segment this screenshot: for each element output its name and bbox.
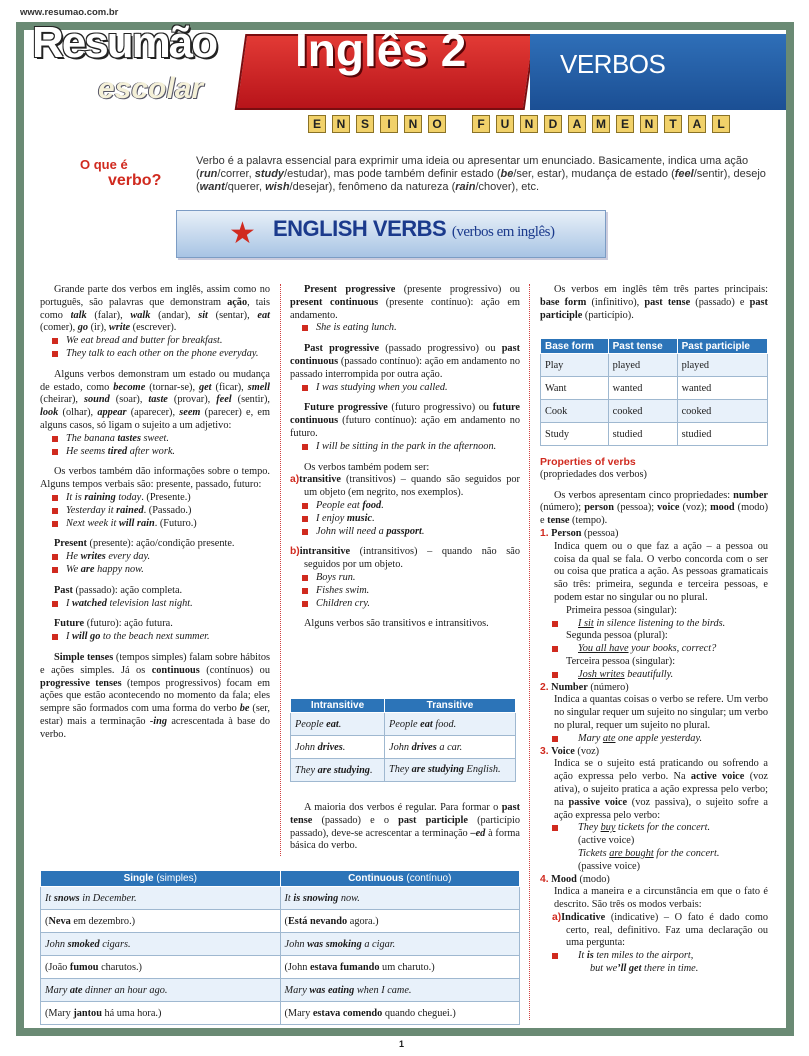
paragraph: Os verbos também podem ser: [304, 461, 430, 473]
page-number: 1 [399, 1039, 405, 1049]
paragraph: Os verbos em inglês têm três partes principais: base form (infinitivo), past tense (passado) e past participle (particípio). [540, 284, 768, 321]
table-row [41, 933, 520, 956]
table-row [41, 956, 520, 979]
what-heading-2: verbo? [108, 172, 162, 189]
column-2 [290, 284, 520, 631]
level-letter: U [496, 115, 514, 133]
paragraph: b)intransitive (intransitivos) – quando não são seguidos por um objeto. [290, 546, 520, 571]
property-person: 1. Person (pessoa) [540, 527, 619, 539]
table-cell: (Está nevando agora.) [280, 910, 520, 933]
table-row [291, 759, 516, 782]
example-item: You all have your books, correct? [540, 643, 768, 656]
properties-heading: Properties of verbs [540, 456, 636, 468]
table-row [541, 354, 768, 377]
example-item: He seems tired after work. [40, 446, 270, 459]
table-cell: Study [541, 423, 609, 446]
paragraph: Past progressive (passado progressivo) ou past continuous (passado contínuo): ação em andamento no passado interrompida por outra ação. [290, 343, 520, 380]
example-item: Boys run. [290, 572, 520, 585]
example-item: I sit in silence listening to the birds. [540, 618, 768, 631]
level-letter: L [712, 115, 730, 133]
level-letter: T [664, 115, 682, 133]
paragraph: Indica a quantas coisas o verbo se refere. Um verbo no singular requer um sujeito no singular; um verbo no plural, requer um sujeito no plural. [554, 694, 768, 731]
example-item: I was studying when you called. [290, 382, 520, 395]
table-cell: Mary was eating when I came. [280, 979, 520, 1002]
paragraph: Present (presente): ação/condição presente. [54, 538, 235, 550]
level-letter: S [356, 115, 374, 133]
column-header: Intransitive [291, 699, 385, 713]
column-1 [40, 284, 270, 742]
property-number: 2. Number (número) [540, 681, 629, 693]
table-cell: played [677, 354, 767, 377]
banner-title: ENGLISH VERBS (verbos em inglês) [273, 216, 555, 241]
table-cell: People eat. [291, 713, 385, 736]
example-item: Josh writes beautifully. [540, 669, 768, 682]
column-header: Single (simples) [41, 871, 281, 887]
example-item: I will go to the beach next summer. [40, 631, 270, 644]
table-cell: John was smoking a cigar. [280, 933, 520, 956]
level-letter: A [688, 115, 706, 133]
table-cell: cooked [608, 400, 677, 423]
table-row [541, 400, 768, 423]
table-row [291, 736, 516, 759]
label: Primeira pessoa (singular): [566, 604, 677, 616]
level-letter: D [544, 115, 562, 133]
paragraph: Alguns verbos são transitivos e intransitivos. [304, 618, 489, 630]
example-item: We are happy now. [40, 564, 270, 577]
table-cell: cooked [677, 400, 767, 423]
what-heading-1: O que é [80, 157, 128, 172]
table-cell: wanted [677, 377, 767, 400]
example-item: People eat food. [290, 500, 520, 513]
table-cell: It is snowing now. [280, 887, 520, 910]
example-item: Children cry. [290, 598, 520, 611]
property-mood: 4. Mood (modo) [540, 873, 610, 885]
table-cell: Cook [541, 400, 609, 423]
banner-subtitle: (verbos em inglês) [451, 224, 555, 240]
paragraph: Past (passado): ação completa. [54, 584, 183, 596]
site-url[interactable]: www.resumao.com.br [20, 7, 119, 18]
tenses-table [40, 870, 520, 1025]
column-header: Continuous (contínuo) [280, 871, 520, 887]
example-item: I watched television last night. [40, 598, 270, 611]
table-cell: (Neva em dezembro.) [41, 910, 281, 933]
example-item: They buy tickets for the concert. [540, 822, 768, 835]
example-item: John will need a passport. [290, 526, 520, 539]
paragraph: a)transitive (transitivos) – quando são seguidos por um objeto (em negrito, nos exemplos). [290, 474, 520, 499]
table-cell: John drives. [291, 736, 385, 759]
star-icon: ★ [229, 217, 256, 250]
level-letter: N [640, 115, 658, 133]
paragraph: Indica a maneira e a circunstância em que o fato é descrito. São três os modos verbais: [554, 886, 768, 911]
example-item: It is raining today. (Presente.) [40, 492, 270, 505]
column-header: Past tense [608, 339, 677, 354]
paragraph: A maioria dos verbos é regular. Para formar o past tense (passado) e o past participle (particípio passado), deve-se acrescentar a terminação –ed à forma básica do verbo. [290, 802, 520, 852]
transitive-table [290, 698, 516, 782]
properties-subheading: (propriedades dos verbos) [540, 468, 647, 480]
table-cell: They are studying English. [385, 759, 516, 782]
table-cell: studied [677, 423, 767, 446]
paragraph: Simple tenses (tempos simples) falam sobre hábitos e ações simples. Já os continuous (contínuos) ou progressive tenses (tempos progressivos) focam em ações que estão acontecendo no momento da fala; eles sempre são formados com uma forma do verbo be (ser, estar) mais a terminação -ing acrescentada à base do verbo. [40, 651, 271, 740]
example-item: We eat bread and butter for breakfast. [40, 335, 270, 348]
level-letter: M [592, 115, 610, 133]
column-divider [280, 284, 281, 856]
paragraph: Present progressive (presente progressivo) ou present continuous (presente contínuo): ação em andamento. [290, 284, 520, 321]
example-note: (active voice) [578, 835, 635, 847]
example-item: It is ten miles to the airport, [540, 950, 768, 963]
level-label [308, 115, 730, 133]
paragraph: Os verbos também dão informações sobre o tempo. Alguns tempos verbais são: presente, passado, futuro: [40, 466, 270, 491]
example-item: He writes every day. [40, 551, 270, 564]
table-cell: (Mary estava comendo quando cheguei.) [280, 1002, 520, 1025]
column-header: Past participle [677, 339, 767, 354]
table-row [41, 979, 520, 1002]
table-cell: Want [541, 377, 609, 400]
table-row [41, 1002, 520, 1025]
example-item: Yesterday it rained. (Passado.) [40, 505, 270, 518]
level-letter: F [472, 115, 490, 133]
logo [28, 18, 238, 122]
logo-line1: Resumão [32, 18, 217, 67]
logo-line2: escolar [98, 72, 204, 105]
paragraph: Indica se o sujeito está praticando ou sofrendo a ação expressa pelo verbo. Na active voice (voz ativa), o sujeito pratica a ação expressa pelo verbo; na passive voice (voz passiva), o sujeito sofre a ação expressa pelo verbo: [554, 758, 768, 821]
paragraph: Grande parte dos verbos em inglês, assim como no português, são palavras que demonstram ação, tais como talk (falar), walk (andar), sit (sentar), eat (comer), go (ir), write (escrever). [40, 284, 271, 334]
table-cell: John drives a car. [385, 736, 516, 759]
example-item: They talk to each other on the phone everyday. [40, 348, 270, 361]
table-row [291, 713, 516, 736]
table-cell: (John estava fumando um charuto.) [280, 956, 520, 979]
column-divider [529, 284, 530, 1020]
table-row [41, 887, 520, 910]
table-cell: wanted [608, 377, 677, 400]
section-title: VERBOS [560, 49, 666, 79]
table-cell: People eat food. [385, 713, 516, 736]
verb-forms-table [540, 338, 768, 446]
example-item: The banana tastes sweet. [40, 433, 270, 446]
intro-text: Verbo é a palavra essencial para exprimir uma ideia ou apresentar um enunciado. Basicamente, indica uma ação (run/correr, study/estudar), mas pode também definir estado (be/ser, estar), mudança de estado (feel/sentir), desejo (want/querer, wish/desejar), fenômeno da natureza (rain/chover), etc. [196, 155, 766, 193]
column-header: Base form [541, 339, 609, 354]
example-note: (passive voice) [578, 860, 641, 872]
level-letter: N [520, 115, 538, 133]
level-letter: N [404, 115, 422, 133]
level-letter: A [568, 115, 586, 133]
level-letter: E [616, 115, 634, 133]
table-cell: They are studying. [291, 759, 385, 782]
example-item: Mary ate one apple yesterday. [540, 733, 768, 746]
paragraph: a)Indicative (indicative) – O fato é dado como certo, real, definitivo. Faz uma declaração ou uma pergunta: [552, 911, 768, 949]
page-title: Inglês 2 [295, 24, 467, 76]
paragraph: Alguns verbos demonstram um estado ou mudança de estado, como become (tornar-se), get (ficar), smell (cheirar), sound (soar), taste (provar), feel (sentir), look (olhar), appear (aparecer), seem (parecer) e, em alguns casos, só ligam o sujeito a um adjetivo: [40, 368, 270, 431]
column-3-lower [540, 456, 768, 976]
level-letter: E [308, 115, 326, 133]
table-cell: Play [541, 354, 609, 377]
paragraph: Future progressive (futuro progressivo) ou future continuous (futuro contínuo): ação em andamento no futuro. [290, 402, 520, 439]
example-item: Tickets are bought for the concert. [578, 847, 720, 859]
table-cell: John smoked cigars. [41, 933, 281, 956]
example-item: I enjoy music. [290, 513, 520, 526]
example-item: but we’ll get there in time. [590, 963, 699, 975]
label: Segunda pessoa (plural): [566, 630, 668, 642]
level-letter: I [380, 115, 398, 133]
paragraph: Os verbos apresentam cinco propriedades: number (número); person (pessoa); voice (voz); mood (modo) e tense (tempo). [540, 489, 768, 527]
section-banner [176, 210, 606, 258]
example-item: Fishes swim. [290, 585, 520, 598]
example-item: Next week it will rain. (Futuro.) [40, 518, 270, 531]
column-3 [540, 284, 768, 322]
level-gap [452, 115, 466, 133]
level-letter: N [332, 115, 350, 133]
table-cell: Mary ate dinner an hour ago. [41, 979, 281, 1002]
table-cell: played [608, 354, 677, 377]
table-cell: (João fumou charutos.) [41, 956, 281, 979]
property-voice: 3. Voice (voz) [540, 745, 600, 757]
table-row [541, 423, 768, 446]
paragraph: Indica quem ou o que faz a ação – a pessoa ou coisa da qual se fala. O verbo concorda com o ser ou coisa que pratica a ação. As pessoas gramaticais são três: primeira, segunda e terceira pessoas, e podem estar no singular ou no plural. [554, 540, 768, 603]
table-row [41, 910, 520, 933]
table-row [541, 377, 768, 400]
label: Terceira pessoa (singular): [566, 655, 676, 667]
level-letter: O [428, 115, 446, 133]
paragraph: Future (futuro): ação futura. [54, 618, 173, 630]
example-item: She is eating lunch. [290, 322, 520, 335]
example-item: I will be sitting in the park in the afternoon. [290, 441, 520, 454]
column-header: Transitive [385, 699, 516, 713]
table-cell: studied [608, 423, 677, 446]
table-cell: (Mary jantou há uma hora.) [41, 1002, 281, 1025]
table-cell: It snows in December. [41, 887, 281, 910]
